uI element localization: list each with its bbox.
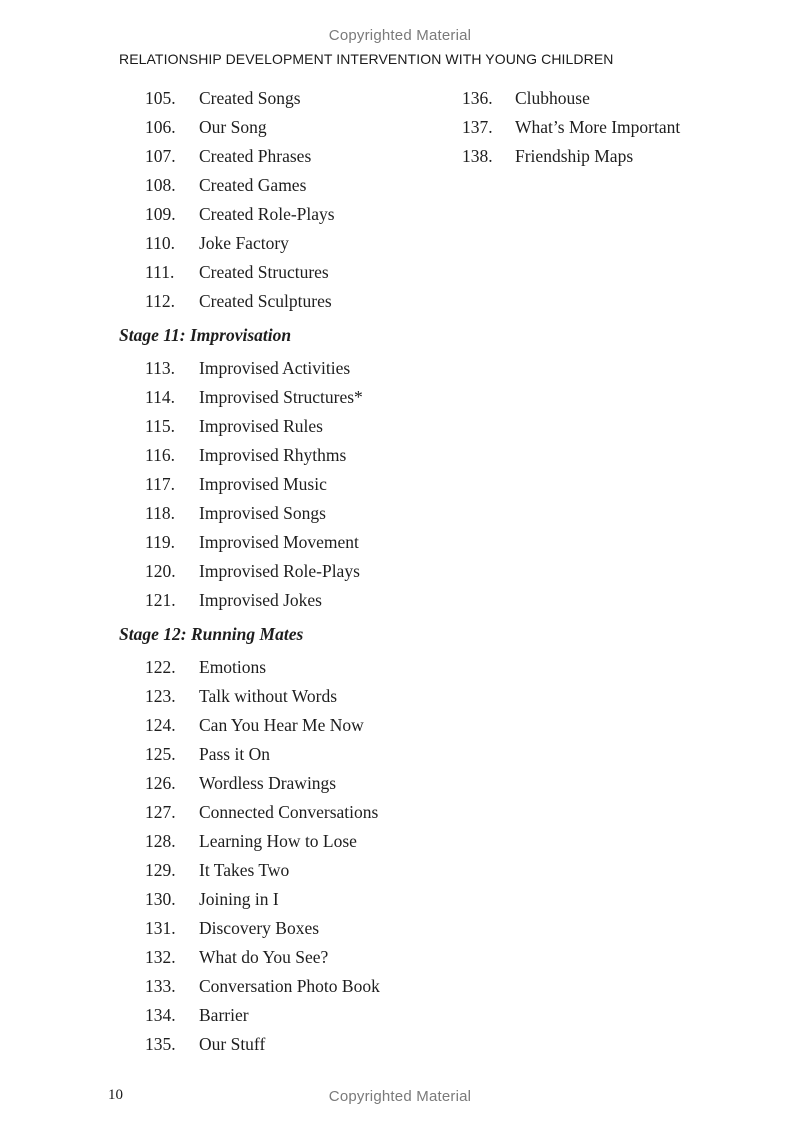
activity-number: 109.	[145, 204, 176, 224]
activity-item	[119, 441, 449, 470]
activity-number: 119.	[145, 532, 175, 552]
activity-item	[119, 287, 449, 316]
page-number: 10	[108, 1087, 123, 1103]
activity-item	[119, 383, 449, 412]
activity-title: Emotions	[199, 657, 267, 677]
activity-title: Created Games	[199, 175, 307, 195]
activity-item	[119, 769, 449, 798]
activity-number: 131.	[145, 918, 176, 938]
stage-12-activity-list	[119, 653, 449, 1059]
activity-number: 121.	[145, 590, 176, 610]
activity-number: 108.	[145, 175, 176, 195]
activity-number: 128.	[145, 831, 176, 851]
activity-item	[119, 354, 449, 383]
activity-list-right-column	[462, 84, 762, 171]
watermark-bottom: Copyrighted Material	[328, 1088, 472, 1105]
activity-title: Created Role-Plays	[199, 204, 335, 224]
activity-title: Friendship Maps	[515, 146, 634, 166]
activity-list-left-column	[119, 84, 449, 1059]
activity-item	[119, 914, 449, 943]
activity-title: Our Stuff	[199, 1034, 266, 1054]
activity-item	[119, 740, 449, 769]
activity-group-stage-10-continued	[119, 84, 449, 316]
stage-12-heading: Stage 12: Running Mates	[119, 624, 304, 644]
activity-title: Improvised Role-Plays	[199, 561, 360, 581]
activity-title: It Takes Two	[199, 860, 290, 880]
activity-title: Created Songs	[199, 88, 301, 108]
activity-item	[119, 711, 449, 740]
activity-number: 138.	[462, 146, 493, 166]
activity-item	[119, 827, 449, 856]
activity-title: Joining in I	[199, 889, 279, 909]
activity-number: 116.	[145, 445, 175, 465]
activity-number: 110.	[145, 233, 175, 253]
activity-number: 107.	[145, 146, 176, 166]
activity-item	[119, 856, 449, 885]
activity-number: 122.	[145, 657, 176, 677]
activity-item	[119, 943, 449, 972]
activity-item	[462, 84, 762, 113]
activity-title: Created Phrases	[199, 146, 312, 166]
activity-item	[119, 885, 449, 914]
activity-item	[119, 142, 449, 171]
activity-item	[119, 171, 449, 200]
activity-item	[119, 682, 449, 711]
activity-number: 112.	[145, 291, 175, 311]
activity-number: 132.	[145, 947, 176, 967]
activity-title: Joke Factory	[199, 233, 289, 253]
activity-number: 124.	[145, 715, 176, 735]
activity-item	[119, 1030, 449, 1059]
activity-number: 125.	[145, 744, 176, 764]
activity-item	[119, 653, 449, 682]
activity-title: Improvised Rhythms	[199, 445, 347, 465]
activity-number: 126.	[145, 773, 176, 793]
activity-title: Discovery Boxes	[199, 918, 320, 938]
activity-item	[119, 200, 449, 229]
activity-number: 136.	[462, 88, 493, 108]
activity-title: Conversation Photo Book	[199, 976, 380, 996]
activity-number: 118.	[145, 503, 175, 523]
activity-title: Improvised Structures*	[199, 387, 363, 407]
activity-number: 130.	[145, 889, 176, 909]
activity-item	[119, 229, 449, 258]
activity-title: Pass it On	[199, 744, 270, 764]
activity-number: 135.	[145, 1034, 176, 1054]
watermark-top: Copyrighted Material	[328, 27, 472, 44]
activity-title: Clubhouse	[515, 88, 590, 108]
activity-title: Created Sculptures	[199, 291, 332, 311]
activity-number: 137.	[462, 117, 493, 137]
activity-item	[119, 528, 449, 557]
activity-title: Our Song	[199, 117, 267, 137]
activity-number: 129.	[145, 860, 176, 880]
activity-title: Talk without Words	[199, 686, 338, 706]
activity-item	[119, 412, 449, 441]
activity-title: What’s More Important	[515, 117, 681, 137]
activity-number: 115.	[145, 416, 175, 436]
activity-item	[119, 470, 449, 499]
activity-number: 111.	[145, 262, 175, 282]
activity-number: 106.	[145, 117, 176, 137]
activity-item	[119, 1001, 449, 1030]
activity-title: Wordless Drawings	[199, 773, 337, 793]
activity-title: Barrier	[199, 1005, 249, 1025]
activity-item	[462, 113, 762, 142]
activity-number: 123.	[145, 686, 176, 706]
activity-item	[119, 586, 449, 615]
activity-item	[119, 557, 449, 586]
stage-11-activity-list	[119, 354, 449, 615]
activity-title: Connected Conversations	[199, 802, 379, 822]
activity-item	[462, 142, 762, 171]
activity-number: 127.	[145, 802, 176, 822]
activity-title: Improvised Music	[199, 474, 327, 494]
activity-item	[119, 972, 449, 1001]
activity-title: Can You Hear Me Now	[199, 715, 364, 735]
activity-number: 117.	[145, 474, 175, 494]
running-head: RELATIONSHIP DEVELOPMENT INTERVENTION WITH YOUNG CHILDREN	[119, 51, 614, 67]
activity-item	[119, 499, 449, 528]
activity-item	[119, 84, 449, 113]
activity-item	[119, 798, 449, 827]
activity-title: Improvised Jokes	[199, 590, 322, 610]
activity-number: 134.	[145, 1005, 176, 1025]
activity-item	[119, 258, 449, 287]
activity-title: Created Structures	[199, 262, 329, 282]
stage-11-heading: Stage 11: Improvisation	[119, 325, 292, 345]
activity-title: What do You See?	[199, 947, 329, 967]
activity-title: Learning How to Lose	[199, 831, 357, 851]
activity-number: 105.	[145, 88, 176, 108]
activity-item	[119, 113, 449, 142]
activity-title: Improvised Songs	[199, 503, 326, 523]
activity-title: Improvised Activities	[199, 358, 351, 378]
activity-number: 133.	[145, 976, 176, 996]
activity-title: Improvised Movement	[199, 532, 359, 552]
activity-title: Improvised Rules	[199, 416, 323, 436]
activity-number: 120.	[145, 561, 176, 581]
activity-number: 113.	[145, 358, 175, 378]
activity-number: 114.	[145, 387, 175, 407]
